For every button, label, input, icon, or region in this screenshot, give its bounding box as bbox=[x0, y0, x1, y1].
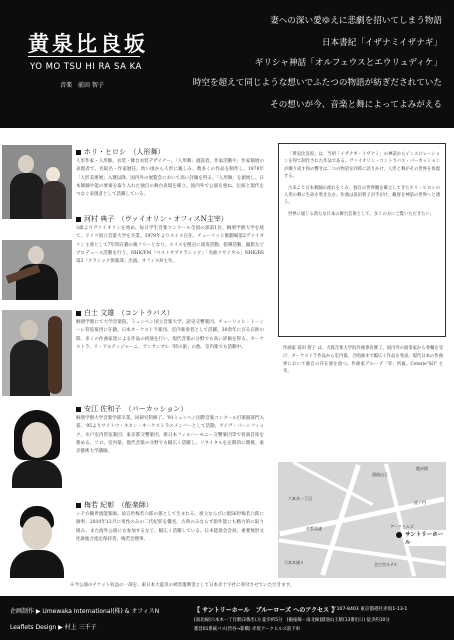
tagline-2: 日本書紀「イザナミイザナギ」 bbox=[321, 38, 442, 48]
map-label: 全日空ホテル bbox=[374, 562, 398, 567]
performer-name-5: 梅若 紀彰 （能楽師） bbox=[76, 500, 153, 510]
performer-bio-3: 桐朋学園にて大学音楽院、ミュンヘン国立音楽大学。読売交響楽団、チューリッヒ・トーンハレ管弦楽団に在籍。日本オーケストラ楽団、室内楽奏者として活躍。30余年に亘る在欧の間、多くの作曲家達による作品の初演を行い、現代音楽の分野でも高い評価を得る。オーケストラ、リ・アルティジャーニ、アンサンブル「時の旅」の他、室内楽でも活動中。 bbox=[76, 320, 264, 350]
performer-photo-1 bbox=[2, 145, 72, 219]
performer-name-3: 白土 文雄 （コントラバス） bbox=[76, 308, 174, 318]
performer-photo-3 bbox=[2, 310, 72, 396]
title-romaji: YO MO TSU HI RA SA KA bbox=[30, 62, 142, 72]
performer-photo-2 bbox=[2, 240, 72, 300]
performer-bio-2: 3歳よりヴァイオリンを始め、毎日学生音楽コンクール全国の部第1位。桐朋学園大学を経て、ドイツ国立音楽大学を卒業。1979年よりスイス在住、チューリッヒ歌劇場第2ヴァイオリン主席として7年間在籍の後フリーとなり、スイスを拠点に演奏活動、指導活動、撮影などプロデュース活動を行う。NHK/FM「ベストオブクラシック」「名曲リサイタル」NHK/BS第2「クラシック倶楽部」出演。オフィスN主宰。 bbox=[76, 226, 264, 265]
performer-photo-4 bbox=[2, 408, 72, 488]
header-banner bbox=[0, 0, 454, 128]
tagline-4: 時空を超えて同じような想いでふたつの物語が紡ぎだされていた bbox=[192, 78, 442, 88]
venue-address: 〒107-8403 東京都港区赤坂1-13-1 bbox=[332, 607, 408, 612]
map-label: 虎ノ門 bbox=[414, 500, 426, 505]
map-road bbox=[384, 463, 416, 577]
performer-block-4 bbox=[0, 402, 268, 488]
tagline-3: ギリシャ神話「オルフェウスとエウリュディケ」 bbox=[254, 58, 442, 68]
tagline-5: その想いが今、音楽と舞によってよみがえる bbox=[270, 100, 442, 110]
performer-bio-1: 人形作家・人形師。衣装・舞台衣装デザイナー。「人形舞」創設者。作家活動や、作家個展の表現者で、名取名・作家歴任。幼い頃から人形に親しみ、数多くの作品を制作し、1978年「人形美術展」入選以降、国内外の展覧会において高い評価を得る。「人形舞」を創始し、日本舞踊や能の要素を取り入れた独自の舞台表現を確立。国内外で公演を重ね、伝統と現代をつなぐ表現者として活躍している。 bbox=[76, 159, 264, 198]
description-paragraph-3: 世界に通じる新たな日本の舞台芸術として、多くの方にご覧いただきたい。 bbox=[288, 211, 435, 217]
access-line-1: [南北線]六本木一丁目駅(3番出口) 徒歩約5分 [銀座線・南北線]溜池山王駅(13番出口) 徒歩約10分 bbox=[194, 618, 390, 623]
tagline-1: 妻への深い愛ゆえに悲劇を招いてしまう物語 bbox=[270, 16, 442, 26]
title-underline bbox=[28, 56, 140, 57]
access-map bbox=[278, 462, 446, 578]
map-label: 六本木通り bbox=[284, 560, 304, 565]
description-paragraph-2: 古来より日本舞踊の流れをくみ、独自の世界観を確立してきたホリ・ヒロシの人形の舞に生命を吹き込む。作曲は前田智子が手がけ、観客を神話の世界へと誘う。 bbox=[284, 185, 440, 206]
performer-name-1: ホリ・ヒロシ （人形舞） bbox=[76, 147, 165, 157]
map-hall-label: サントリーホール bbox=[404, 530, 446, 546]
map-label: 溜池山王 bbox=[372, 472, 388, 477]
composer-note: 作曲家 前田 智子 は、大阪音楽大学院作曲専攻修了。国内外の演奏家から委嘱を受け、オーケストラ作品から室内楽、合唱曲まで幅広く作品を発表。現代日本の作曲界において独自の存在感を放つ。作曲家グループ「零」所属。Coterie"SO" 主宰。 bbox=[283, 346, 443, 375]
map-label: 霞が関 bbox=[416, 466, 428, 471]
music-credit: 音楽 前田 智子 bbox=[60, 82, 104, 89]
venue-pin-icon bbox=[396, 532, 402, 538]
performer-block-5 bbox=[0, 498, 268, 584]
access-line-2: 都営01系統バス(渋谷→新橋) 赤坂アークヒルズ前下車 bbox=[194, 627, 301, 632]
performer-block-3 bbox=[0, 306, 268, 400]
map-label: アークヒルズ bbox=[390, 524, 414, 529]
page-title: 黄泉比良坂 bbox=[28, 31, 148, 56]
footer-bar bbox=[0, 596, 454, 640]
design-credit: Leaflets Design ▶ 村上 三千子 bbox=[10, 624, 97, 631]
performer-name-4: 安江 佐和子 （パーカッション） bbox=[76, 404, 187, 414]
map-label: 首都高速 bbox=[306, 526, 322, 531]
performer-bio-5: シテ方観世流能楽師。故五世梅若六郎の孫として生まれる。祖父ならびに現56世梅若六郎に師事。2010年12月に男性のみの二代紀彰を襲名。古典のみならず新作能にも精力的に取り組み、また海外公演にも参加するなど、幅広く活躍している。日本能楽会会員。重要無形文化財総合指定保持者。梅若会理事。 bbox=[76, 512, 264, 542]
description-box bbox=[278, 143, 446, 337]
access-title: 【 サントリーホール ブルーローズ へのアクセス 】 bbox=[194, 607, 338, 614]
donation-note: ※今公演のチケット収益の一部を、東日本大震災の被害復興金として日本赤十字社に寄付させていただきます。 bbox=[70, 583, 295, 588]
production-credit: 企画制作 ▶ Umewaka International(株) & オフィスN bbox=[10, 608, 160, 615]
performer-name-2: 河村 典子 （ヴァイオリン・オフィスN主宰） bbox=[76, 214, 228, 224]
performer-photo-5 bbox=[2, 502, 72, 578]
performer-bio-4: 桐朋学園大学音楽学部卒業、同研究科修了。'91ミュンヘン国際音楽コンクール打楽器部門入賞。'95よりサイトウ・キネン・オーケストラのメンバーとして活動。アイヴ・パーシフィック、水戸室内管弦楽団、東京都交響楽団、新日本フィルハーモニー交響楽団等で客演首席を務める。ソロ、室内楽、現代音楽の分野でも幅広く活躍し、リサイタルを定期的に開催。東京藝術大学講師。 bbox=[76, 416, 264, 455]
performer-block-2 bbox=[0, 212, 268, 302]
map-label: 六本木一丁目 bbox=[288, 496, 312, 501]
description-paragraph-1: 「黄泉比良坂」は、当初「イザナギ・イザナミ」の神話からインスピレーションを得て制作された作品である。ヴァイオリン・コントラバス・パーカッションが織り成す和の響きは二つの物語を同時に語りかけ、人形と舞がその世界を体現する。 bbox=[284, 152, 440, 180]
